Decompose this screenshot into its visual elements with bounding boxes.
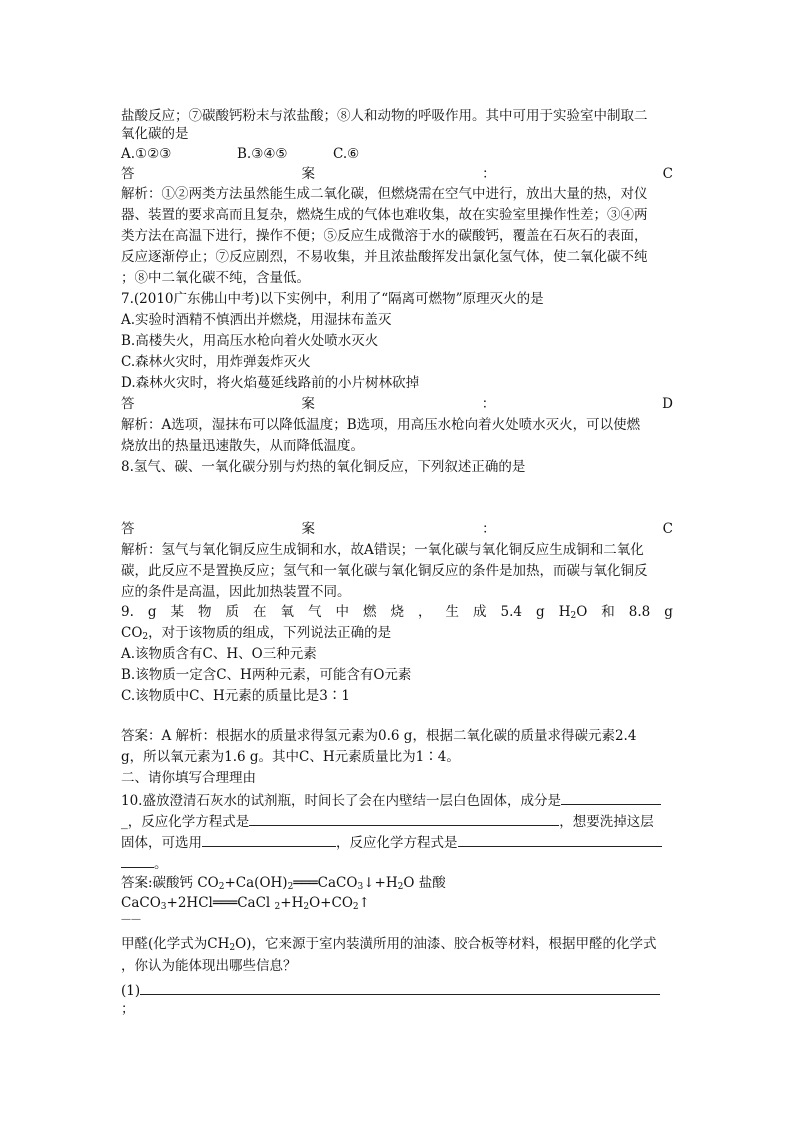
word: 和 bbox=[601, 604, 615, 620]
item-number: (1) bbox=[121, 983, 141, 999]
stem-text: ，想要洗掉这层 bbox=[559, 814, 654, 830]
q7-explanation-line: 解析：A选项，湿抹布可以降低温度；B选项，用高压水枪向着火处喷水灭火，可以使燃 bbox=[121, 417, 641, 433]
q6-line2: 氧化碳的是 bbox=[121, 126, 189, 142]
answer-label: 答 bbox=[121, 166, 135, 182]
q10-answer-line1 bbox=[121, 874, 673, 892]
answer-part: ═══CaCO bbox=[293, 875, 358, 891]
q10-line3 bbox=[121, 832, 673, 852]
answer-part: CaCO bbox=[121, 895, 161, 911]
stem-text: 甲醛(化学式为CH bbox=[121, 936, 230, 952]
q6-option-b: B.③④⑤ bbox=[237, 146, 288, 162]
answer-part: +H bbox=[280, 895, 304, 911]
q10-line1 bbox=[121, 790, 673, 810]
q11-item1 bbox=[121, 980, 677, 1000]
word: 氧 bbox=[280, 604, 295, 620]
subscript: 2 bbox=[274, 902, 281, 912]
q7-option: D.森林火灾时，将火焰蔓延线路前的小片树林砍掉 bbox=[121, 375, 420, 391]
answer-value: C bbox=[662, 166, 673, 182]
answer-part: 答案:碳酸钙 CO bbox=[121, 875, 219, 891]
q10-dash: —— bbox=[121, 914, 141, 925]
q9-explanation-line: g，所以氧元素为1.6 g。其中C、H元素质量比为1∶4。 bbox=[121, 749, 460, 765]
answer-blank[interactable] bbox=[121, 853, 154, 868]
q6-explanation-line: 反应逐渐停止；⑦反应剧烈，不易收集，并且浓盐酸挥发出氯化氢气体，使二氧化碳不纯 bbox=[121, 249, 648, 265]
subscript: 2 bbox=[218, 882, 225, 892]
word: 5.4 bbox=[500, 604, 523, 620]
answer-blank[interactable] bbox=[202, 832, 336, 847]
q10-line2 bbox=[121, 811, 673, 831]
stem-text: 固体，可选用 bbox=[121, 835, 202, 851]
answer-colon: ： bbox=[481, 396, 496, 412]
word: ， bbox=[418, 604, 432, 620]
stem-text: 10.盛放澄清石灰水的试剂瓶，时间长了会在内壁结一层白色固体，成分是 bbox=[121, 793, 561, 809]
answer-blank[interactable] bbox=[561, 790, 661, 805]
word: 物 bbox=[198, 604, 212, 620]
subscript: 2 bbox=[287, 882, 294, 892]
word: 气 bbox=[308, 604, 322, 620]
q8-stem: 8.氢气、碳、一氧化碳分别与灼热的氧化铜反应，下列叙述正确的是 bbox=[121, 459, 526, 475]
word: g bbox=[536, 604, 545, 620]
answer-part: O 盐酸 bbox=[403, 875, 446, 891]
q9-option: A.该物质含有C、H、O三种元素 bbox=[121, 646, 317, 662]
q7-option: C.森林火灾时，用炸弹轰炸灭火 bbox=[121, 354, 311, 370]
q7-option: B.高楼失火，用高压水枪向着火处喷水灭火 bbox=[121, 333, 379, 349]
q7-answer bbox=[121, 395, 673, 413]
h2o-formula bbox=[559, 603, 588, 621]
word: 烧 bbox=[390, 604, 405, 620]
q6-option-a: A.①②③ bbox=[121, 146, 172, 162]
q9-option: C.该物质中C、H元素的质量比是3∶1 bbox=[121, 688, 350, 704]
word: 生 bbox=[445, 604, 460, 620]
q6-explanation-line: 器、装置的要求高而且复杂，燃烧生成的气体也难收集，故在实验室里操作性差；③④两 bbox=[121, 207, 648, 223]
q7-explanation-line: 烧放出的热量迅速散失，从而降低温度。 bbox=[121, 438, 364, 454]
answer-value: C bbox=[662, 521, 673, 537]
subscript: 2 bbox=[142, 632, 149, 642]
formula-part: H bbox=[558, 604, 571, 620]
answer-part: ↑ bbox=[358, 895, 370, 911]
q6-option-c: C.⑥ bbox=[333, 146, 360, 162]
stem-text: ，反应化学方程式是 bbox=[336, 835, 458, 851]
word: g bbox=[147, 604, 157, 620]
answer-colon: ： bbox=[482, 521, 496, 537]
answer-value: D bbox=[662, 396, 673, 412]
word: 8.8 bbox=[628, 604, 651, 620]
answer-label: 案 bbox=[301, 521, 316, 537]
answer-blank[interactable] bbox=[140, 980, 660, 995]
q8-answer bbox=[121, 520, 673, 538]
word: 中 bbox=[335, 604, 350, 620]
answer-blank[interactable] bbox=[458, 832, 662, 847]
answer-label: 答 bbox=[121, 396, 135, 412]
q6-explanation-line: 类方法在高温下进行，操作不便；⑤反应生成微溶于水的碳酸钙，覆盖在石灰石的表面， bbox=[121, 228, 648, 244]
q6-options bbox=[121, 145, 673, 163]
stem-text: O)，它来源于室内装潢所用的油漆、胶合板等材料，根据甲醛的化学式 bbox=[235, 936, 657, 952]
subscript: 3 bbox=[160, 902, 167, 912]
subscript: 2 bbox=[303, 902, 310, 912]
q11-line2: ，你认为能体现出哪些信息？ bbox=[121, 958, 297, 974]
q8-explanation-line: 应的条件是高温，因此加热装置不同。 bbox=[121, 584, 351, 600]
word: 燃 bbox=[363, 604, 377, 620]
section-heading: 二、请你填写合理理由 bbox=[121, 770, 256, 786]
subscript: 2 bbox=[352, 902, 359, 912]
subscript: 2 bbox=[397, 882, 404, 892]
q7-option: A.实验时酒精不慎洒出并燃烧，用湿抹布盖灭 bbox=[121, 312, 392, 328]
q6-explanation-line: 解析：①②两类方法虽然能生成二氧化碳，但燃烧需在空气中进行，放出大量的热，对仪 bbox=[121, 186, 648, 202]
answer-label: 案 bbox=[301, 396, 315, 412]
q8-explanation-line: 解析：氢气与氧化铜反应生成铜和水，故A错误；一氧化碳与氧化铜反应生成铜和二氧化 bbox=[121, 542, 644, 558]
formula-part: CO bbox=[121, 625, 143, 641]
subscript: 2 bbox=[570, 611, 577, 621]
q6-answer bbox=[121, 165, 673, 183]
q7-stem: 7.(2010广东佛山中考)以下实例中，利用了“隔离可燃物”原理灭火的是 bbox=[121, 291, 544, 307]
answer-part: +2HCl═══CaCl bbox=[166, 895, 275, 911]
answer-label: 案 bbox=[301, 166, 316, 182]
word: 成 bbox=[473, 604, 487, 620]
word: 某 bbox=[170, 604, 185, 620]
q10-answer-line2 bbox=[121, 894, 673, 912]
word: 9. bbox=[121, 604, 134, 620]
stem-text: ，对于该物质的组成，下列说法正确的是 bbox=[148, 625, 392, 641]
q6-explanation-line: ；⑧中二氧化碳不纯，含量低。 bbox=[121, 270, 310, 286]
answer-blank[interactable] bbox=[249, 811, 559, 826]
answer-label: 答 bbox=[121, 521, 135, 537]
q10-line4 bbox=[121, 853, 673, 873]
word: 质 bbox=[225, 604, 240, 620]
q9-option: B.该物质一定含C、H两种元素，可能含有O元素 bbox=[121, 667, 412, 683]
answer-part: +Ca(OH) bbox=[224, 875, 288, 891]
q8-explanation-line: 碳，此反应不是置换反应；氢气和一氧化碳与氧化铜反应的条件是加热，而碳与氧化铜反 bbox=[121, 563, 648, 579]
word: 在 bbox=[253, 604, 267, 620]
subscript: 3 bbox=[357, 882, 364, 892]
answer-part: O+CO bbox=[309, 895, 353, 911]
subscript: 2 bbox=[229, 943, 236, 953]
answer-colon: ： bbox=[482, 166, 496, 182]
stem-text: _，反应化学方程式是 bbox=[121, 814, 250, 830]
q9-stem-line1 bbox=[121, 603, 673, 621]
q11-line1 bbox=[121, 935, 677, 953]
q9-stem-line2 bbox=[121, 624, 673, 642]
word: g bbox=[664, 604, 673, 620]
q6-line1: 盐酸反应；⑦碳酸钙粉末与浓盐酸；⑧人和动物的呼吸作用。其中可用于实验室中制取二 bbox=[121, 108, 648, 124]
q11-semicolon: ； bbox=[121, 1001, 135, 1017]
answer-part: ↓+H bbox=[363, 875, 398, 891]
stem-text: 。 bbox=[154, 856, 168, 872]
q9-explanation-line: 答案：A 解析：根据水的质量求得氢元素为0.6 g，根据二氧化碳的质量求得碳元素2.4 bbox=[121, 728, 637, 744]
formula-part: O bbox=[576, 604, 588, 620]
